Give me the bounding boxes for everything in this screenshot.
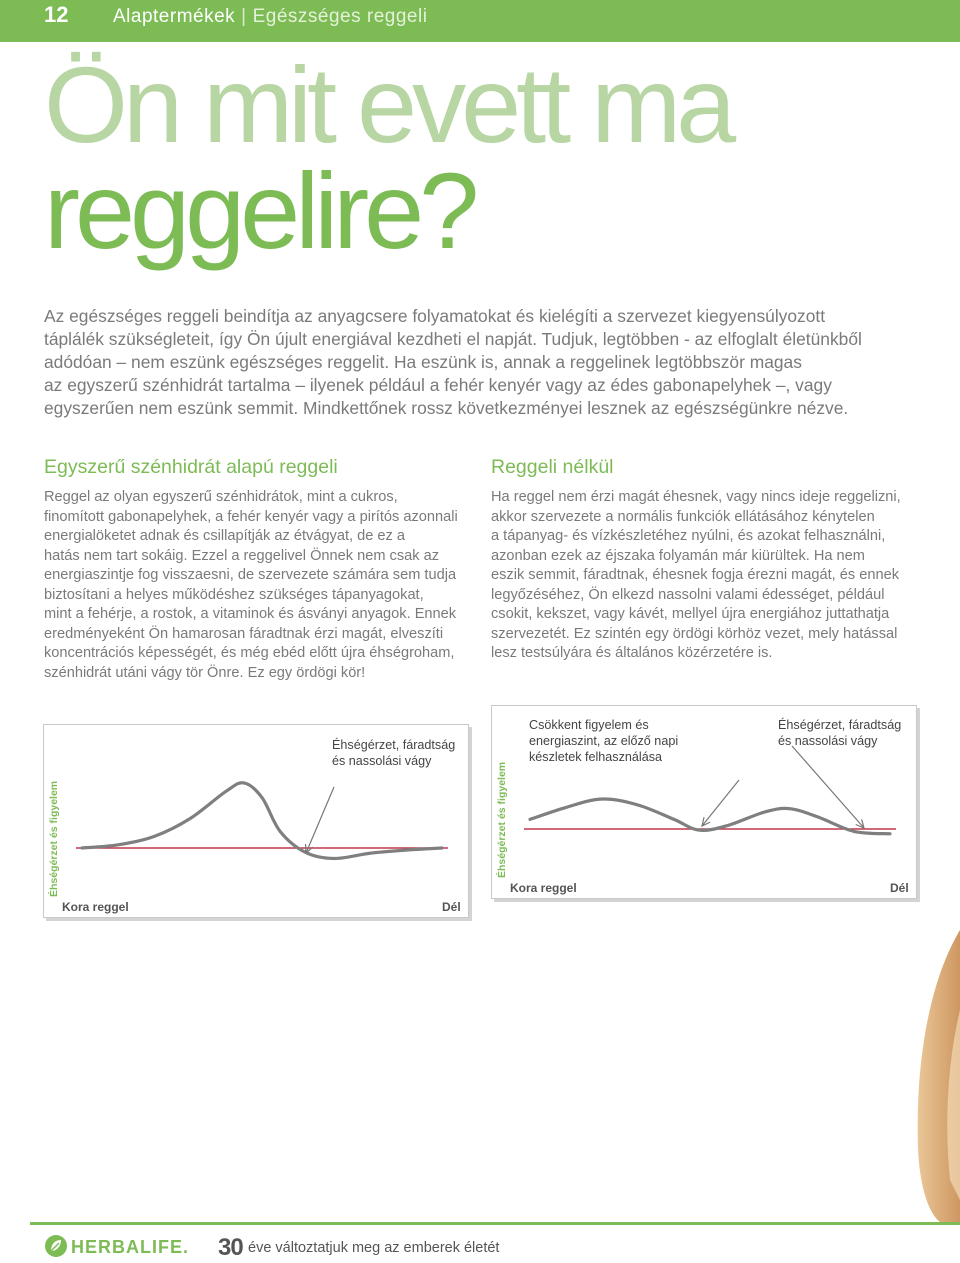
left-text-line: energialöketet adnak és csillapítják az étvágyat, de ez a bbox=[44, 528, 406, 544]
annotation-line: Éhségérzet, fáradtság bbox=[778, 718, 902, 732]
annotation-line: Éhségérzet, fáradtság bbox=[332, 738, 456, 752]
annotation-line: készletek felhasználása bbox=[529, 750, 663, 764]
left-text-line: mint a fehérje, a rostok, a vitaminok és ásványi anyagok. Ennek bbox=[44, 606, 457, 622]
anniversary-number: 30 bbox=[218, 1234, 243, 1261]
left-column-text bbox=[44, 488, 458, 683]
annotation-line: Csökkent figyelem és bbox=[529, 718, 649, 732]
intro-paragraph bbox=[44, 305, 934, 420]
left-text-line: koncentrációs képességét, és még ebéd előtt újra éhségroham, bbox=[44, 645, 455, 661]
annotation-arrow-line bbox=[702, 780, 739, 826]
chart-simple-carb bbox=[43, 724, 469, 918]
intro-line: egyszerűen nem eszünk semmit. Mindkettőnek rossz következményei lesznek az egészségünkre nézve. bbox=[44, 398, 849, 418]
right-text-line: azonban ezek az éjszaka folyamán már kiürültek. Ha nem bbox=[491, 547, 865, 564]
chart-y-axis-label: Éhségérzet és figyelem bbox=[48, 780, 60, 897]
right-text-line: csokit, kekszet, vagy kávét, mellyel újra energiához juttathatja bbox=[491, 606, 890, 622]
herbalife-leaf-icon bbox=[44, 1234, 68, 1258]
page-title bbox=[44, 44, 732, 271]
left-text-line: Reggel az olyan egyszerű szénhidrátok, mint a cukros, bbox=[44, 489, 398, 505]
section-name: Alaptermékek bbox=[113, 6, 236, 27]
left-column-heading: Egyszerű szénhidrát alapú reggeli bbox=[44, 456, 338, 478]
right-text-line: akkor szervezete a normális funkciók ellátásához kénytelen bbox=[491, 508, 875, 525]
chart-y-axis-label: Éhségérzet és figyelem bbox=[496, 761, 508, 878]
brand-logo-text: HERBALIFE. bbox=[71, 1237, 189, 1257]
chart-x-end-label: Dél bbox=[442, 900, 461, 914]
annotation-line: és nassolási vágy bbox=[778, 734, 878, 748]
footer-divider bbox=[30, 1222, 960, 1225]
annotation-line: energiaszint, az előző napi bbox=[529, 734, 679, 748]
intro-line: táplálék szükségleteit, így Ön újult energiával kezdheti el napját. Tudjuk, legtöbben - az elfoglalt életünkből bbox=[44, 329, 862, 349]
left-text-line: eredményeként Ön hamarosan fáradtnak érzi magát, elveszíti bbox=[44, 625, 444, 642]
intro-line: az egyszerű szénhidrát tartalma – ilyenek például a fehér kenyér vagy az édes gabonapelyhek –, vagy bbox=[44, 375, 832, 395]
right-text-line: lesz testsúlyára és általános közérzetére is. bbox=[491, 645, 773, 661]
right-text-line: eszik semmit, fáradtnak, éhesnek fogja érezni magát, és ennek bbox=[491, 567, 900, 583]
footer-tagline: éve változtatjuk meg az emberek életét bbox=[248, 1240, 500, 1256]
left-text-line: finomított gabonapelyhek, a fehér kenyér vagy a pirítós azonnali bbox=[44, 508, 458, 525]
left-text-line: energiaszintje fog visszaesni, de szervezete számára sem tudja bbox=[44, 567, 457, 583]
page-number: 12 bbox=[44, 2, 69, 27]
chart-x-start-label: Kora reggel bbox=[510, 881, 577, 895]
left-text-line: hatás nem tart sokáig. Ezzel a reggelivel Önnek nem csak az bbox=[44, 547, 440, 564]
chart-annotation-left bbox=[529, 717, 678, 765]
chart-no-breakfast bbox=[491, 705, 917, 899]
title-line-2: reggelire? bbox=[44, 150, 475, 271]
right-column-heading: Reggeli nélkül bbox=[491, 456, 614, 478]
header-bar bbox=[0, 0, 960, 42]
right-text-line: Ha reggel nem érzi magát éhesnek, vagy nincs ideje reggelizni, bbox=[491, 489, 901, 505]
right-text-line: legyőzéséhez, Ön elkezd nassolni valami édességet, például bbox=[491, 586, 885, 603]
annotation-arrow-line bbox=[792, 746, 864, 828]
subsection-name: Egészséges reggeli bbox=[252, 6, 428, 27]
annotation-line: és nassolási vágy bbox=[332, 754, 432, 768]
intro-line: adódóan – nem eszünk egészséges reggelit. Ha eszünk is, annak a reggelinek legtöbbször magas bbox=[44, 352, 802, 372]
right-text-line: szervezetét. Ez szintén egy ördögi körhöz vezet, mely hatással bbox=[491, 625, 898, 642]
annotation-arrow-line bbox=[306, 787, 334, 853]
left-text-line: szénhidrát utáni vágy tör Önre. Ez egy ördögi kör! bbox=[44, 664, 366, 681]
left-text-line: biztosítani a helyes működéshez szükséges tápanyagokat, bbox=[44, 586, 424, 603]
chart-annotation-right bbox=[778, 717, 901, 749]
right-text-line: a tápanyag- és vízkészletéhez nyúlni, és azokat felhasználni, bbox=[491, 528, 886, 544]
series-line bbox=[82, 783, 442, 859]
section-title: Alaptermékek | Egészséges reggeli bbox=[113, 6, 428, 27]
chart-annotation bbox=[332, 737, 455, 769]
title-line-1: Ön mit evett ma bbox=[44, 44, 732, 165]
intro-line: Az egészséges reggeli beindítja az anyagcsere folyamatokat és kielégíti a szervezet kiegyensúlyozott bbox=[44, 306, 826, 326]
right-column-text bbox=[491, 488, 901, 664]
chart-x-start-label: Kora reggel bbox=[62, 900, 129, 914]
chart-x-end-label: Dél bbox=[890, 881, 909, 895]
